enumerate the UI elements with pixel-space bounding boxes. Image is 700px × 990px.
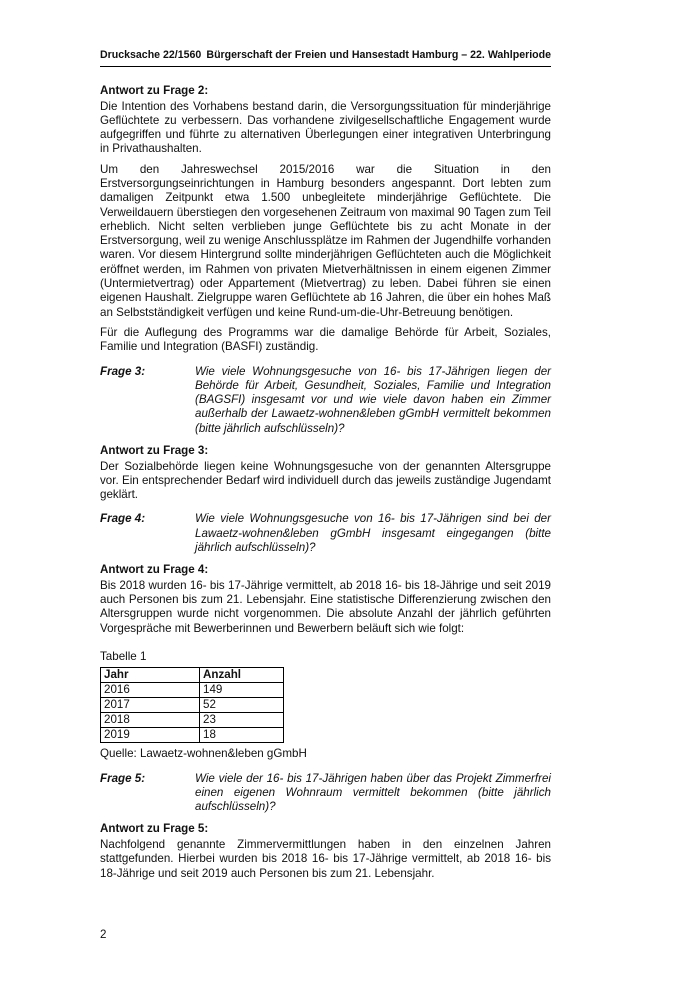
table-row: [101, 713, 284, 728]
table-cell-year: 2019: [101, 728, 200, 743]
answer-2-paragraph-3: Für die Auflegung des Programms war die damalige Behörde für Arbeit, Soziales, Familie und Integration (BASFI) zuständig.: [100, 325, 551, 354]
question-5-label: Frage 5:: [100, 771, 146, 785]
table-cell-year: 2017: [101, 698, 200, 713]
answer-2-paragraph-1: Die Intention des Vorhabens bestand darin, die Versorgungssituation für minderjährige Geflüchtete zu verbessern. Das vorhandene zivilgesellschaftliche Engagement wurde aufgegriffen und führte zu alternativen Überlegungen einer integrativen Unterbringung in Privathaushalten.: [100, 99, 551, 156]
question-4-text: Wie viele Wohnungsgesuche von 16- bis 17-Jährigen sind bei der Lawaetz-wohnen&leben gGmbH insgesamt eingegangen (bitte jährlich aufschlüsseln)?: [195, 512, 551, 555]
table-row: [101, 728, 284, 743]
answer-4-paragraph-1: Bis 2018 wurden 16- bis 17-Jährige vermittelt, ab 2018 16- bis 18-Jährige und seit 2019 auch Personen bis zum 21. Lebensjahr. Eine statistische Differenzierung zwischen den Altersgruppen wurde nicht vorgenommen. Die absolute Anzahl der jährlich geführten Vorgespräche mit Bewerberinnen und Bewerbern beläuft sich wie folgt:: [100, 578, 551, 635]
answer-2-heading: Antwort zu Frage 2:: [100, 84, 209, 97]
answer-4-heading: Antwort zu Frage 4:: [100, 563, 209, 577]
table-cell-count: 23: [200, 713, 284, 728]
table-cell-year: 2016: [101, 683, 200, 698]
answer-5-paragraph-1: Nachfolgend genannte Zimmervermittlungen haben in den einzelnen Jahren stattgefunden. Hierbei wurden bis 2018 16- bis 17-Jährige vermittelt, ab 2018 16- bis 18-Jährige und seit 2019 auch Personen bis zum 21. Lebensjahr.: [100, 837, 551, 880]
question-3-label: Frage 3:: [100, 364, 146, 378]
table-row: [101, 683, 284, 698]
table-caption: Tabelle 1: [100, 650, 147, 663]
answer-2-paragraph-2: Um den Jahreswechsel 2015/2016 war die Situation in den Erstversorgungseinrichtungen in Hamburg besonders angespannt. Dort lebten zum damaligen Zeitpunkt etwa 1.500 unbegleitete minderjährige Geflüchtete. Die Verweildauern überstiegen den vorgesehenen Zeitraum von maximal 90 Tagen zum Teil erheblich. Nicht selten verblieben junge Geflüchtete bis zu acht Monate in der Erstversorgung, weil zu wenige Anschlussplätze im Rahmen der Jugendhilfe vorhanden waren. Vor diesem Hintergrund sollte minderjährigen Geflüchteten auch die Möglichkeit eröffnet werden, im Rahmen von privaten Mietverhältnissen in einem eigenen Zimmer (Untermietvertrag) oder Appartement (Mietvertrag) zu leben. Dabei führen sie einen eigenen Haushalt. Zielgruppe waren Geflüchtete ab 16 Jahren, die über ein hohes Maß an Selbstständigkeit verfügen und keine Rund-um-die-Uhr-Betreuung benötigen.: [100, 162, 551, 319]
table-source: Quelle: Lawaetz-wohnen&leben gGmbH: [100, 747, 307, 761]
question-3: [100, 365, 551, 436]
question-3-text: Wie viele Wohnungsgesuche von 16- bis 17-Jährigen liegen der Behörde für Arbeit, Gesundheit, Soziales, Familie und Integration (BAGSFI) insgesamt vor und wie viele davon haben ein Zimmer außerhalb der Lawaetz-wohnen&leben gGmbH vermittelt bekommen (bitte jährlich aufschlüsseln)?: [195, 364, 551, 435]
table-cell-count: 52: [200, 698, 284, 713]
data-table: [100, 667, 284, 743]
table-row: [101, 698, 284, 713]
answer-3-paragraph-1: Der Sozialbehörde liegen keine Wohnungsgesuche von der genannten Altersgruppe vor. Ein entsprechender Bedarf wird individuell durch das jeweils zuständige Jugendamt geklärt.: [100, 459, 551, 502]
question-4: [100, 512, 551, 555]
parliament-title: Bürgerschaft der Freien und Hansestadt Hamburg – 22. Wahlperiode: [206, 49, 551, 61]
table-header-row: [101, 668, 284, 683]
page-number: 2: [100, 928, 107, 941]
question-5: [100, 772, 551, 815]
column-header-year: Jahr: [101, 668, 200, 683]
question-5-text: Wie viele der 16- bis 17-Jährigen haben über das Projekt Zimmerfrei einen eigenen Wohnraum vermittelt bekommen (bitte jährlich aufschlüsseln)?: [195, 771, 551, 814]
column-header-count: Anzahl: [200, 668, 284, 683]
page-content: [100, 84, 551, 887]
document-number: Drucksache 22/1560: [100, 49, 202, 61]
table-cell-count: 18: [200, 728, 284, 743]
table-cell-year: 2018: [101, 713, 200, 728]
page-header: [100, 46, 551, 67]
table-cell-count: 149: [200, 683, 284, 698]
question-4-label: Frage 4:: [100, 512, 146, 526]
answer-3-heading: Antwort zu Frage 3:: [100, 444, 209, 458]
answer-5-heading: Antwort zu Frage 5:: [100, 822, 209, 836]
